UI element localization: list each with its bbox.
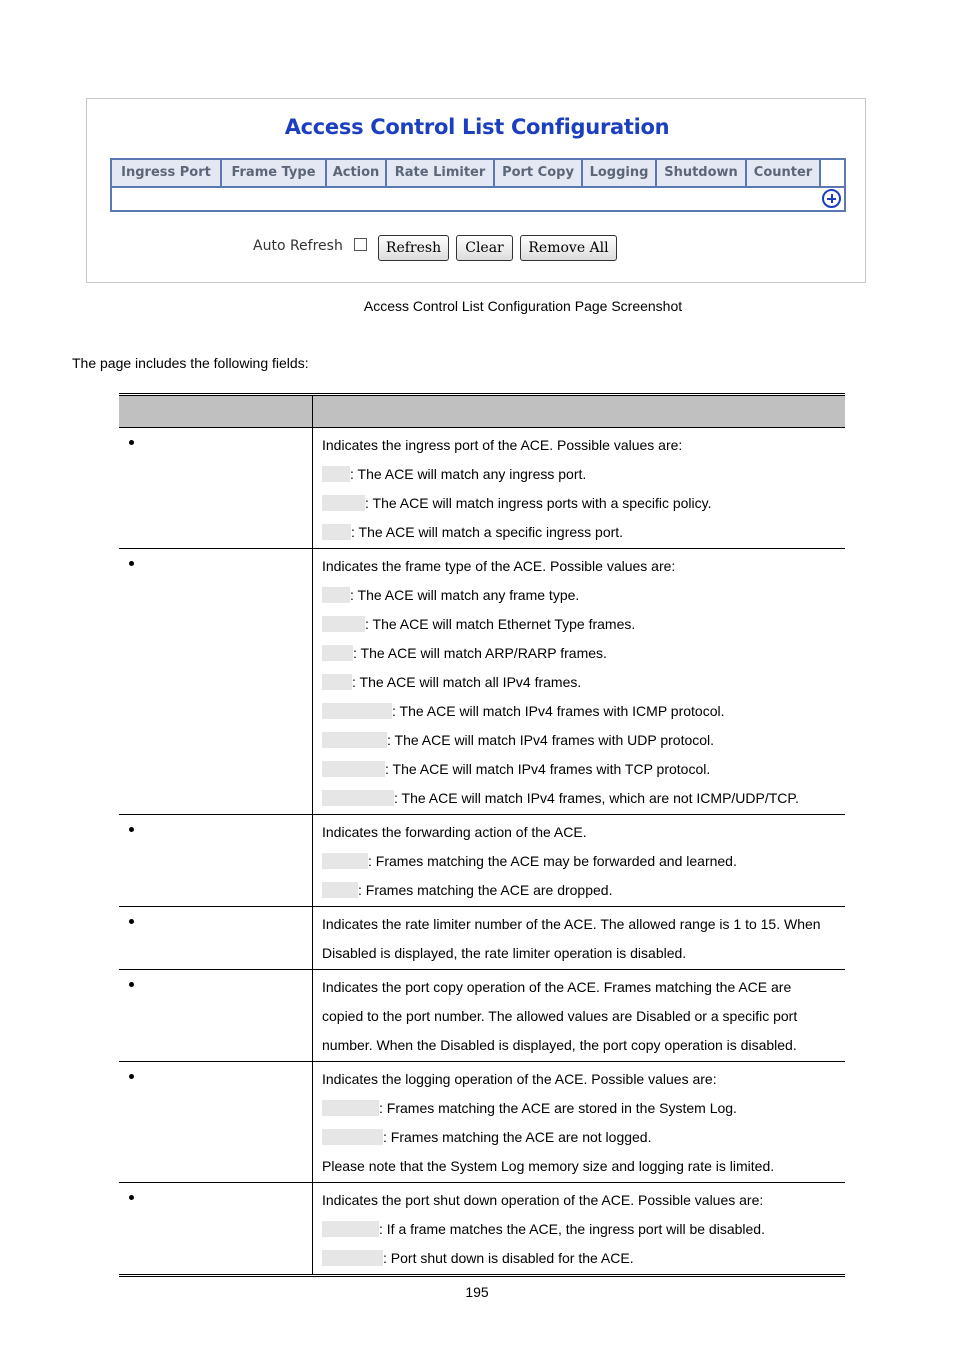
value-placeholder: [322, 732, 387, 748]
field-description-cell: [313, 970, 845, 1061]
remove-all-button[interactable]: Remove All: [520, 235, 617, 261]
description-text: : The ACE will match all IPv4 frames.: [352, 674, 582, 690]
field-row: [119, 1183, 845, 1274]
value-placeholder: [322, 495, 365, 511]
description-line: [322, 1244, 841, 1273]
value-placeholder: [322, 1221, 379, 1237]
field-description-cell: [313, 907, 845, 969]
description-text: : The ACE will match IPv4 frames with TCP protocol.: [385, 761, 711, 777]
value-placeholder: [322, 674, 352, 690]
field-row: [119, 907, 845, 970]
description-text: : The ACE will match a specific ingress port.: [351, 524, 624, 540]
value-placeholder: [322, 882, 358, 898]
header-object-cell: [119, 396, 313, 427]
acl-column-header: Shutdown: [657, 160, 747, 186]
description-line: [322, 1094, 841, 1123]
description-text: : Port shut down is disabled for the ACE.: [383, 1250, 634, 1266]
description-line: [322, 1065, 841, 1094]
header-description-cell: [313, 396, 845, 427]
bullet-icon: [129, 982, 134, 987]
intro-text: The page includes the following fields:: [72, 355, 309, 371]
description-text: : If a frame matches the ACE, the ingress port will be disabled.: [379, 1221, 765, 1237]
field-row: [119, 970, 845, 1062]
refresh-button[interactable]: Refresh: [378, 235, 449, 261]
description-line: [322, 668, 841, 697]
value-placeholder: [322, 616, 365, 632]
acl-column-header: [821, 160, 844, 186]
description-line: [322, 726, 841, 755]
acl-table: [110, 158, 846, 212]
field-row: [119, 1062, 845, 1183]
value-placeholder: [322, 853, 368, 869]
description-line: [322, 876, 841, 905]
acl-table-header: [112, 160, 844, 188]
description-text: Indicates the port shut down operation of the ACE. Possible values are:: [322, 1192, 764, 1208]
description-line: [322, 518, 841, 547]
acl-column-header: Frame Type: [222, 160, 327, 186]
field-object-cell: [119, 907, 313, 969]
description-text: Indicates the ingress port of the ACE. Possible values are:: [322, 437, 683, 453]
description-text: Indicates the rate limiter number of the ACE. The allowed range is 1 to 15. When: [322, 916, 821, 932]
description-text: : The ACE will match IPv4 frames with ICMP protocol.: [392, 703, 725, 719]
description-text: : The ACE will match any frame type.: [350, 587, 580, 603]
value-placeholder: [322, 1100, 379, 1116]
field-row: [119, 428, 845, 549]
description-line: [322, 1215, 841, 1244]
description-line: [322, 1123, 841, 1152]
description-line: [322, 755, 841, 784]
description-text: : The ACE will match ARP/RARP frames.: [353, 645, 607, 661]
description-line: [322, 552, 841, 581]
bullet-icon: [129, 1195, 134, 1200]
description-text: Indicates the forwarding action of the ACE.: [322, 824, 587, 840]
figure-caption: Access Control List Configuration Page Screenshot: [363, 298, 683, 314]
description-text: : The ACE will match any ingress port.: [350, 466, 587, 482]
auto-refresh-checkbox[interactable]: [354, 238, 367, 251]
fields-table-header: [119, 396, 845, 428]
field-description-cell: [313, 428, 845, 548]
description-text: Indicates the logging operation of the ACE. Possible values are:: [322, 1071, 717, 1087]
description-line: [322, 973, 841, 1002]
description-text: : Frames matching the ACE may be forwarded and learned.: [368, 853, 737, 869]
description-line: [322, 784, 841, 813]
description-text: : Frames matching the ACE are not logged.: [383, 1129, 652, 1145]
description-line: [322, 639, 841, 668]
description-text: Indicates the port copy operation of the ACE. Frames matching the ACE are: [322, 979, 792, 995]
field-description-cell: [313, 815, 845, 906]
value-placeholder: [322, 645, 353, 661]
description-text: Disabled is displayed, the rate limiter operation is disabled.: [322, 945, 687, 961]
value-placeholder: [322, 761, 385, 777]
field-row: [119, 549, 845, 815]
field-description-cell: [313, 549, 845, 814]
acl-column-header: Rate Limiter: [387, 160, 495, 186]
value-placeholder: [322, 1250, 383, 1266]
value-placeholder: [322, 524, 351, 540]
field-object-cell: [119, 549, 313, 814]
bullet-icon: [129, 827, 134, 832]
page-number: 195: [465, 1284, 489, 1300]
value-placeholder: [322, 1129, 383, 1145]
field-description-cell: [313, 1183, 845, 1274]
description-text: : Frames matching the ACE are stored in the System Log.: [379, 1100, 737, 1116]
fields-table: [119, 393, 845, 1277]
description-text: : The ACE will match Ethernet Type frames.: [365, 616, 636, 632]
description-line: [322, 818, 841, 847]
value-placeholder: [322, 790, 394, 806]
description-line: [322, 847, 841, 876]
value-placeholder: [322, 587, 350, 603]
field-row: [119, 815, 845, 907]
description-text: : The ACE will match ingress ports with a specific policy.: [365, 495, 712, 511]
description-line: [322, 1031, 841, 1060]
description-line: [322, 610, 841, 639]
description-line: [322, 697, 841, 726]
bullet-icon: [129, 561, 134, 566]
description-line: [322, 431, 841, 460]
bullet-icon: [129, 440, 134, 445]
acl-column-header: Logging: [583, 160, 657, 186]
field-object-cell: [119, 970, 313, 1061]
description-text: : Frames matching the ACE are dropped.: [358, 882, 613, 898]
description-text: number. When the Disabled is displayed, the port copy operation is disabled.: [322, 1037, 797, 1053]
description-text: Please note that the System Log memory size and logging rate is limited.: [322, 1158, 775, 1174]
description-text: : The ACE will match IPv4 frames, which are not ICMP/UDP/TCP.: [394, 790, 799, 806]
bullet-icon: [129, 919, 134, 924]
description-line: [322, 939, 841, 968]
description-line: [322, 1152, 841, 1181]
description-line: [322, 910, 841, 939]
description-text: copied to the port number. The allowed values are Disabled or a specific port: [322, 1008, 798, 1024]
acl-column-header: Action: [327, 160, 387, 186]
value-placeholder: [322, 466, 350, 482]
screenshot-frame: [86, 98, 866, 283]
auto-refresh-label: Auto Refresh: [253, 238, 343, 254]
field-object-cell: [119, 1062, 313, 1182]
acl-column-header: Port Copy: [495, 160, 583, 186]
description-line: [322, 489, 841, 518]
description-line: [322, 460, 841, 489]
acl-column-header: Ingress Port: [112, 160, 222, 186]
clear-button[interactable]: Clear: [456, 235, 513, 261]
plus-circle-icon[interactable]: [822, 189, 841, 208]
field-object-cell: [119, 428, 313, 548]
value-placeholder: [322, 703, 392, 719]
field-description-cell: [313, 1062, 845, 1182]
description-text: : The ACE will match IPv4 frames with UDP protocol.: [387, 732, 715, 748]
description-line: [322, 1002, 841, 1031]
field-object-cell: [119, 1183, 313, 1274]
description-text: Indicates the frame type of the ACE. Possible values are:: [322, 558, 676, 574]
acl-column-header: Counter: [747, 160, 821, 186]
description-line: [322, 581, 841, 610]
field-object-cell: [119, 815, 313, 906]
bullet-icon: [129, 1074, 134, 1079]
description-line: [322, 1186, 841, 1215]
screenshot-title: Access Control List Configuration: [284, 115, 670, 139]
